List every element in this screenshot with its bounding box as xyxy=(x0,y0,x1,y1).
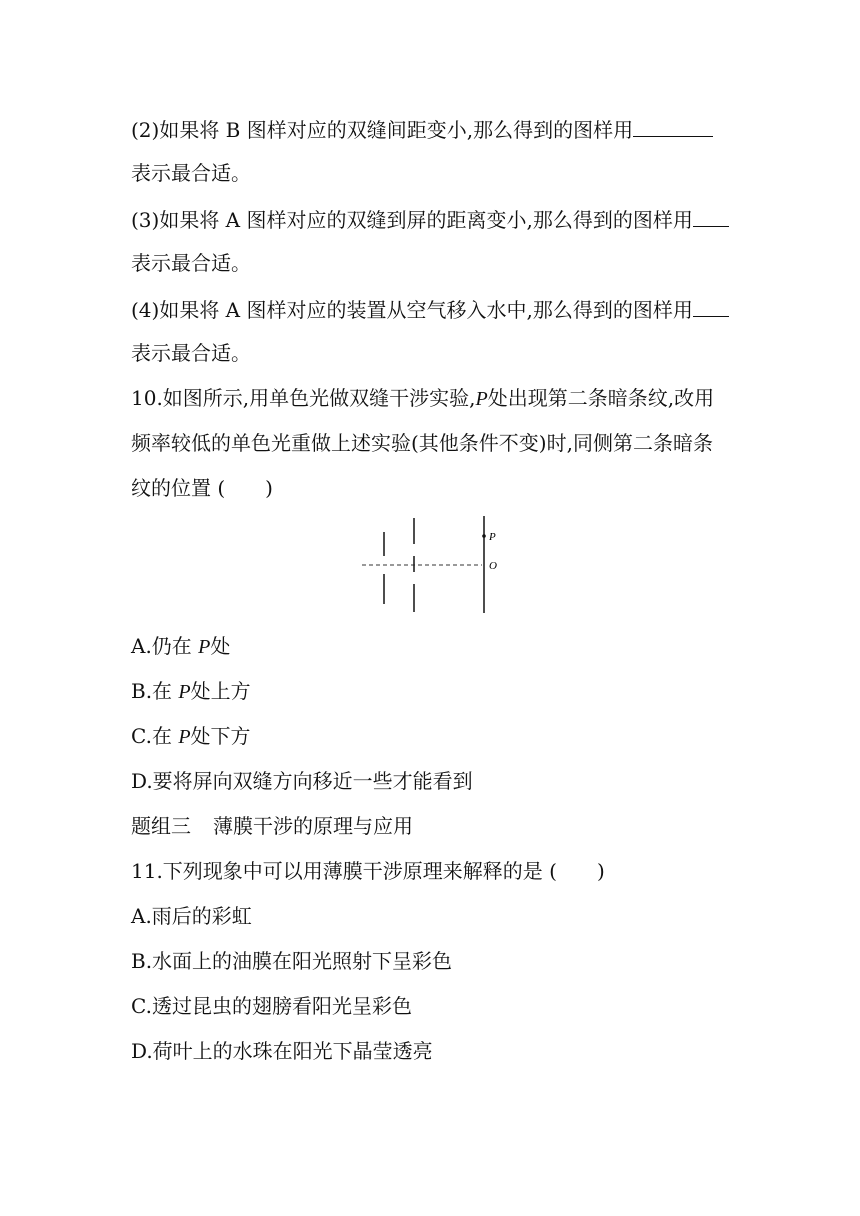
q10-stem-text-b: 处出现第二条暗条纹,改用 xyxy=(487,386,715,410)
q9-part3-text: (3)如果将 A 图样对应的双缝到屏的距离变小,那么得到的图样用 xyxy=(131,208,693,232)
section-title: 薄膜干涉的原理与应用 xyxy=(213,814,413,838)
q10-option-b-suffix: 处上方 xyxy=(190,679,251,703)
q10-option-b[interactable] xyxy=(131,681,251,702)
q9-part4-line2: 表示最合适。 xyxy=(131,341,251,365)
q10-option-a-prefix: A.仍在 xyxy=(131,634,199,658)
point-p-dot xyxy=(482,534,486,538)
q10-option-c-point: P xyxy=(178,726,191,748)
q10-stem-line3: 纹的位置 ( ) xyxy=(131,476,273,500)
q9-part2-text: (2)如果将 B 图样对应的双缝间距变小,那么得到的图样用 xyxy=(131,118,634,142)
q10-option-d[interactable]: D.要将屏向双缝方向移近一些才能看到 xyxy=(131,769,473,793)
point-o-label: O xyxy=(489,560,497,572)
answer-blank-q9-part3[interactable] xyxy=(693,208,729,227)
answer-blank-q9-part2[interactable] xyxy=(633,118,713,137)
q10-option-a-point: P xyxy=(198,636,211,658)
q10-option-a-suffix: 处 xyxy=(210,634,231,658)
q10-stem-text-a: 10.如图所示,用单色光做双缝干涉实验, xyxy=(131,386,476,410)
answer-blank-q9-part4[interactable] xyxy=(693,298,729,317)
q9-part2-line1 xyxy=(131,118,713,140)
q11-stem: 11.下列现象中可以用薄膜干涉原理来解释的是 ( ) xyxy=(131,859,605,883)
q9-part2-line2: 表示最合适。 xyxy=(131,161,251,185)
q9-part4-text: (4)如果将 A 图样对应的装置从空气移入水中,那么得到的图样用 xyxy=(131,298,693,322)
q10-option-c-prefix: C.在 xyxy=(131,724,179,748)
q11-option-d[interactable]: D.荷叶上的水珠在阳光下晶莹透亮 xyxy=(131,1039,433,1063)
q11-option-c[interactable]: C.透过昆虫的翅膀看阳光呈彩色 xyxy=(131,994,412,1018)
q10-option-c[interactable] xyxy=(131,726,251,747)
q9-part3-line1 xyxy=(131,208,729,230)
q11-option-b[interactable]: B.水面上的油膜在阳光照射下呈彩色 xyxy=(131,949,453,973)
q10-option-b-point: P xyxy=(178,681,191,703)
q10-option-c-suffix: 处下方 xyxy=(190,724,251,748)
q10-stem-line2: 频率较低的单色光重做上述实验(其他条件不变)时,同侧第二条暗条 xyxy=(131,431,713,455)
q10-option-a[interactable] xyxy=(131,636,230,657)
q10-option-b-prefix: B.在 xyxy=(131,679,179,703)
double-slit-diagram xyxy=(360,512,510,616)
q9-part3-line2: 表示最合适。 xyxy=(131,251,251,275)
q9-part4-line1 xyxy=(131,298,729,320)
q10-stem-point-p: P xyxy=(475,388,488,410)
point-p-label: P xyxy=(489,531,496,543)
section-label: 题组三 xyxy=(131,814,191,838)
section-heading xyxy=(131,816,413,836)
q10-stem-line1 xyxy=(131,388,714,409)
q11-option-a[interactable]: A.雨后的彩虹 xyxy=(131,904,252,928)
